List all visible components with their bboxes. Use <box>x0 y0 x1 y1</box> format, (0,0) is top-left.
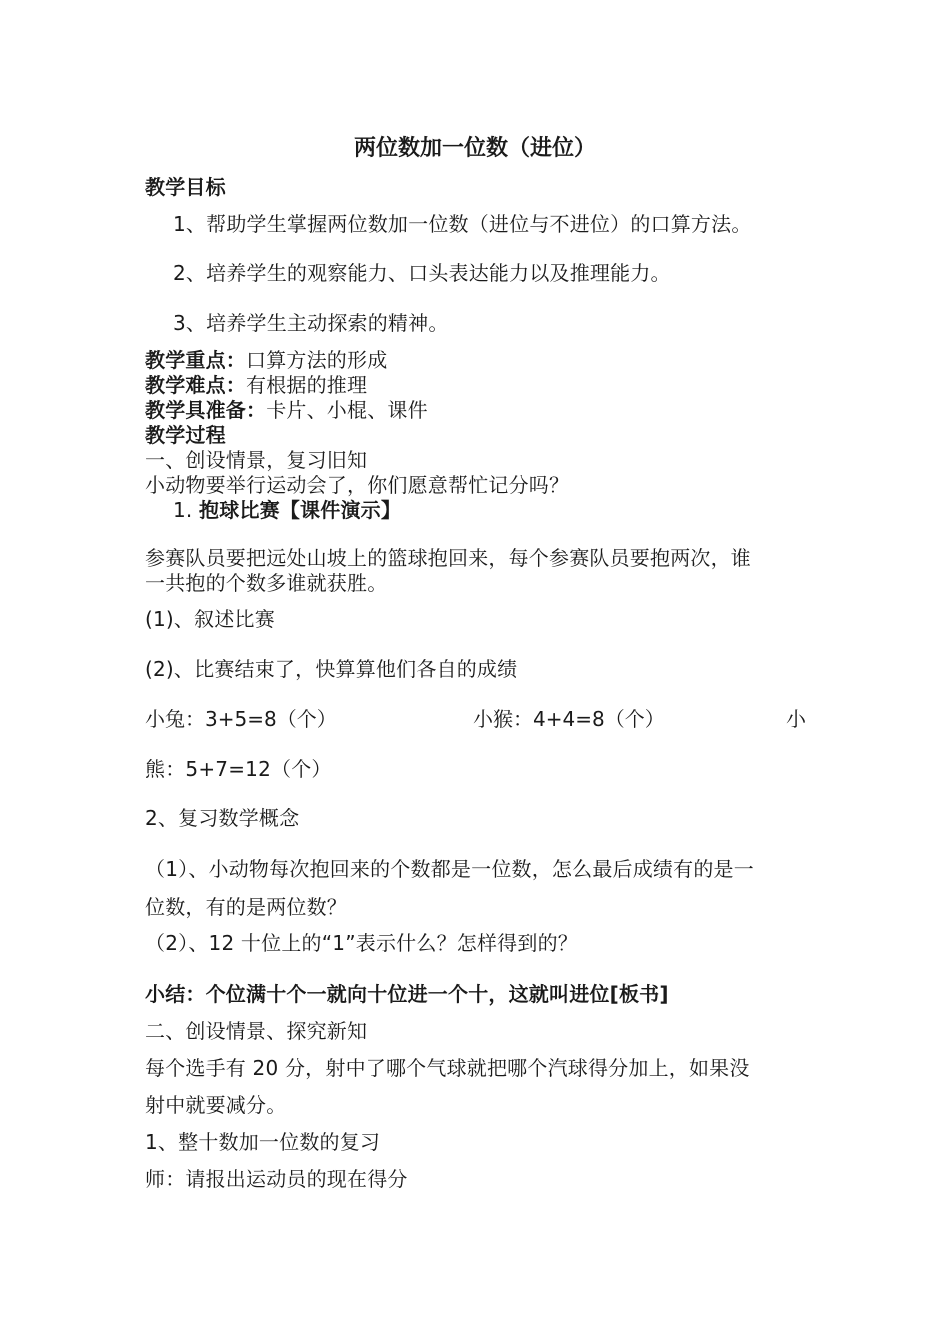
question-2: （2）、12 十位上的“1”表示什么？怎样得到的？ <box>145 931 578 955</box>
teacher-line: 师：请报出运动员的现在得分 <box>145 1167 408 1191</box>
key-point-text: 口算方法的形成 <box>246 348 388 372</box>
difficulty-text: 有根据的推理 <box>246 373 368 397</box>
difficulty-row <box>145 373 810 397</box>
section-2-heading: 二、创设情景、探究新知 <box>145 1019 368 1043</box>
paragraph-1-line-1: 参赛队员要把远处山坡上的篮球抱回来，每个参赛队员要抱两次，谁 <box>145 546 751 570</box>
document-title: 两位数加一位数（进位） <box>353 136 596 161</box>
step-2: (2)、比赛结束了，快算算他们各自的成绩 <box>145 657 518 681</box>
paragraph-2-line-2: 射中就要减分。 <box>145 1093 287 1117</box>
section-1-heading: 一、创设情景，复习旧知 <box>145 448 368 472</box>
item-2: 2、复习数学概念 <box>145 806 300 830</box>
tools-row <box>145 398 810 422</box>
key-point-label: 教学重点： <box>145 348 246 372</box>
paragraph-1-line-2: 一共抱的个数多谁就获胜。 <box>145 571 388 595</box>
process-heading: 教学过程 <box>145 423 226 447</box>
bear-score-end: 熊：5+7=12（个） <box>145 757 332 781</box>
question-1-line-1: （1）、小动物每次抱回来的个数都是一位数，怎么最后成绩有的是一 <box>145 857 754 881</box>
goal-3: 3、培养学生主动探索的精神。 <box>173 311 449 335</box>
goal-1: 1、帮助学生掌握两位数加一位数（进位与不进位）的口算方法。 <box>173 212 752 236</box>
summary: 小结：个位满十个一就向十位进一个十，这就叫进位[板书] <box>145 982 669 1006</box>
goals-heading: 教学目标 <box>145 175 226 199</box>
item-1 <box>173 498 813 522</box>
paragraph-2-line-1: 每个选手有 20 分，射中了哪个气球就把哪个汽球得分加上，如果没 <box>145 1056 750 1080</box>
goal-2: 2、培养学生的观察能力、口头表达能力以及推理能力。 <box>173 261 671 285</box>
bear-score-start: 小 <box>786 707 806 731</box>
question-1-line-2: 位数，有的是两位数？ <box>145 895 347 919</box>
tools-label: 教学具准备： <box>145 398 267 422</box>
key-point-row <box>145 348 810 372</box>
monkey-score: 小猴：4+4=8（个） <box>473 707 665 731</box>
intro-text: 小动物要举行运动会了，你们愿意帮忙记分吗？ <box>145 473 570 497</box>
step-1: (1)、叙述比赛 <box>145 607 275 631</box>
tools-text: 卡片、小棍、课件 <box>266 398 428 422</box>
difficulty-label: 教学难点： <box>145 373 246 397</box>
item-1-number: 1. <box>173 498 193 522</box>
sub-item-1: 1、整十数加一位数的复习 <box>145 1130 381 1154</box>
rabbit-score: 小兔：3+5=8（个） <box>145 707 337 731</box>
item-1-text: 抱球比赛【课件演示】 <box>199 498 402 522</box>
